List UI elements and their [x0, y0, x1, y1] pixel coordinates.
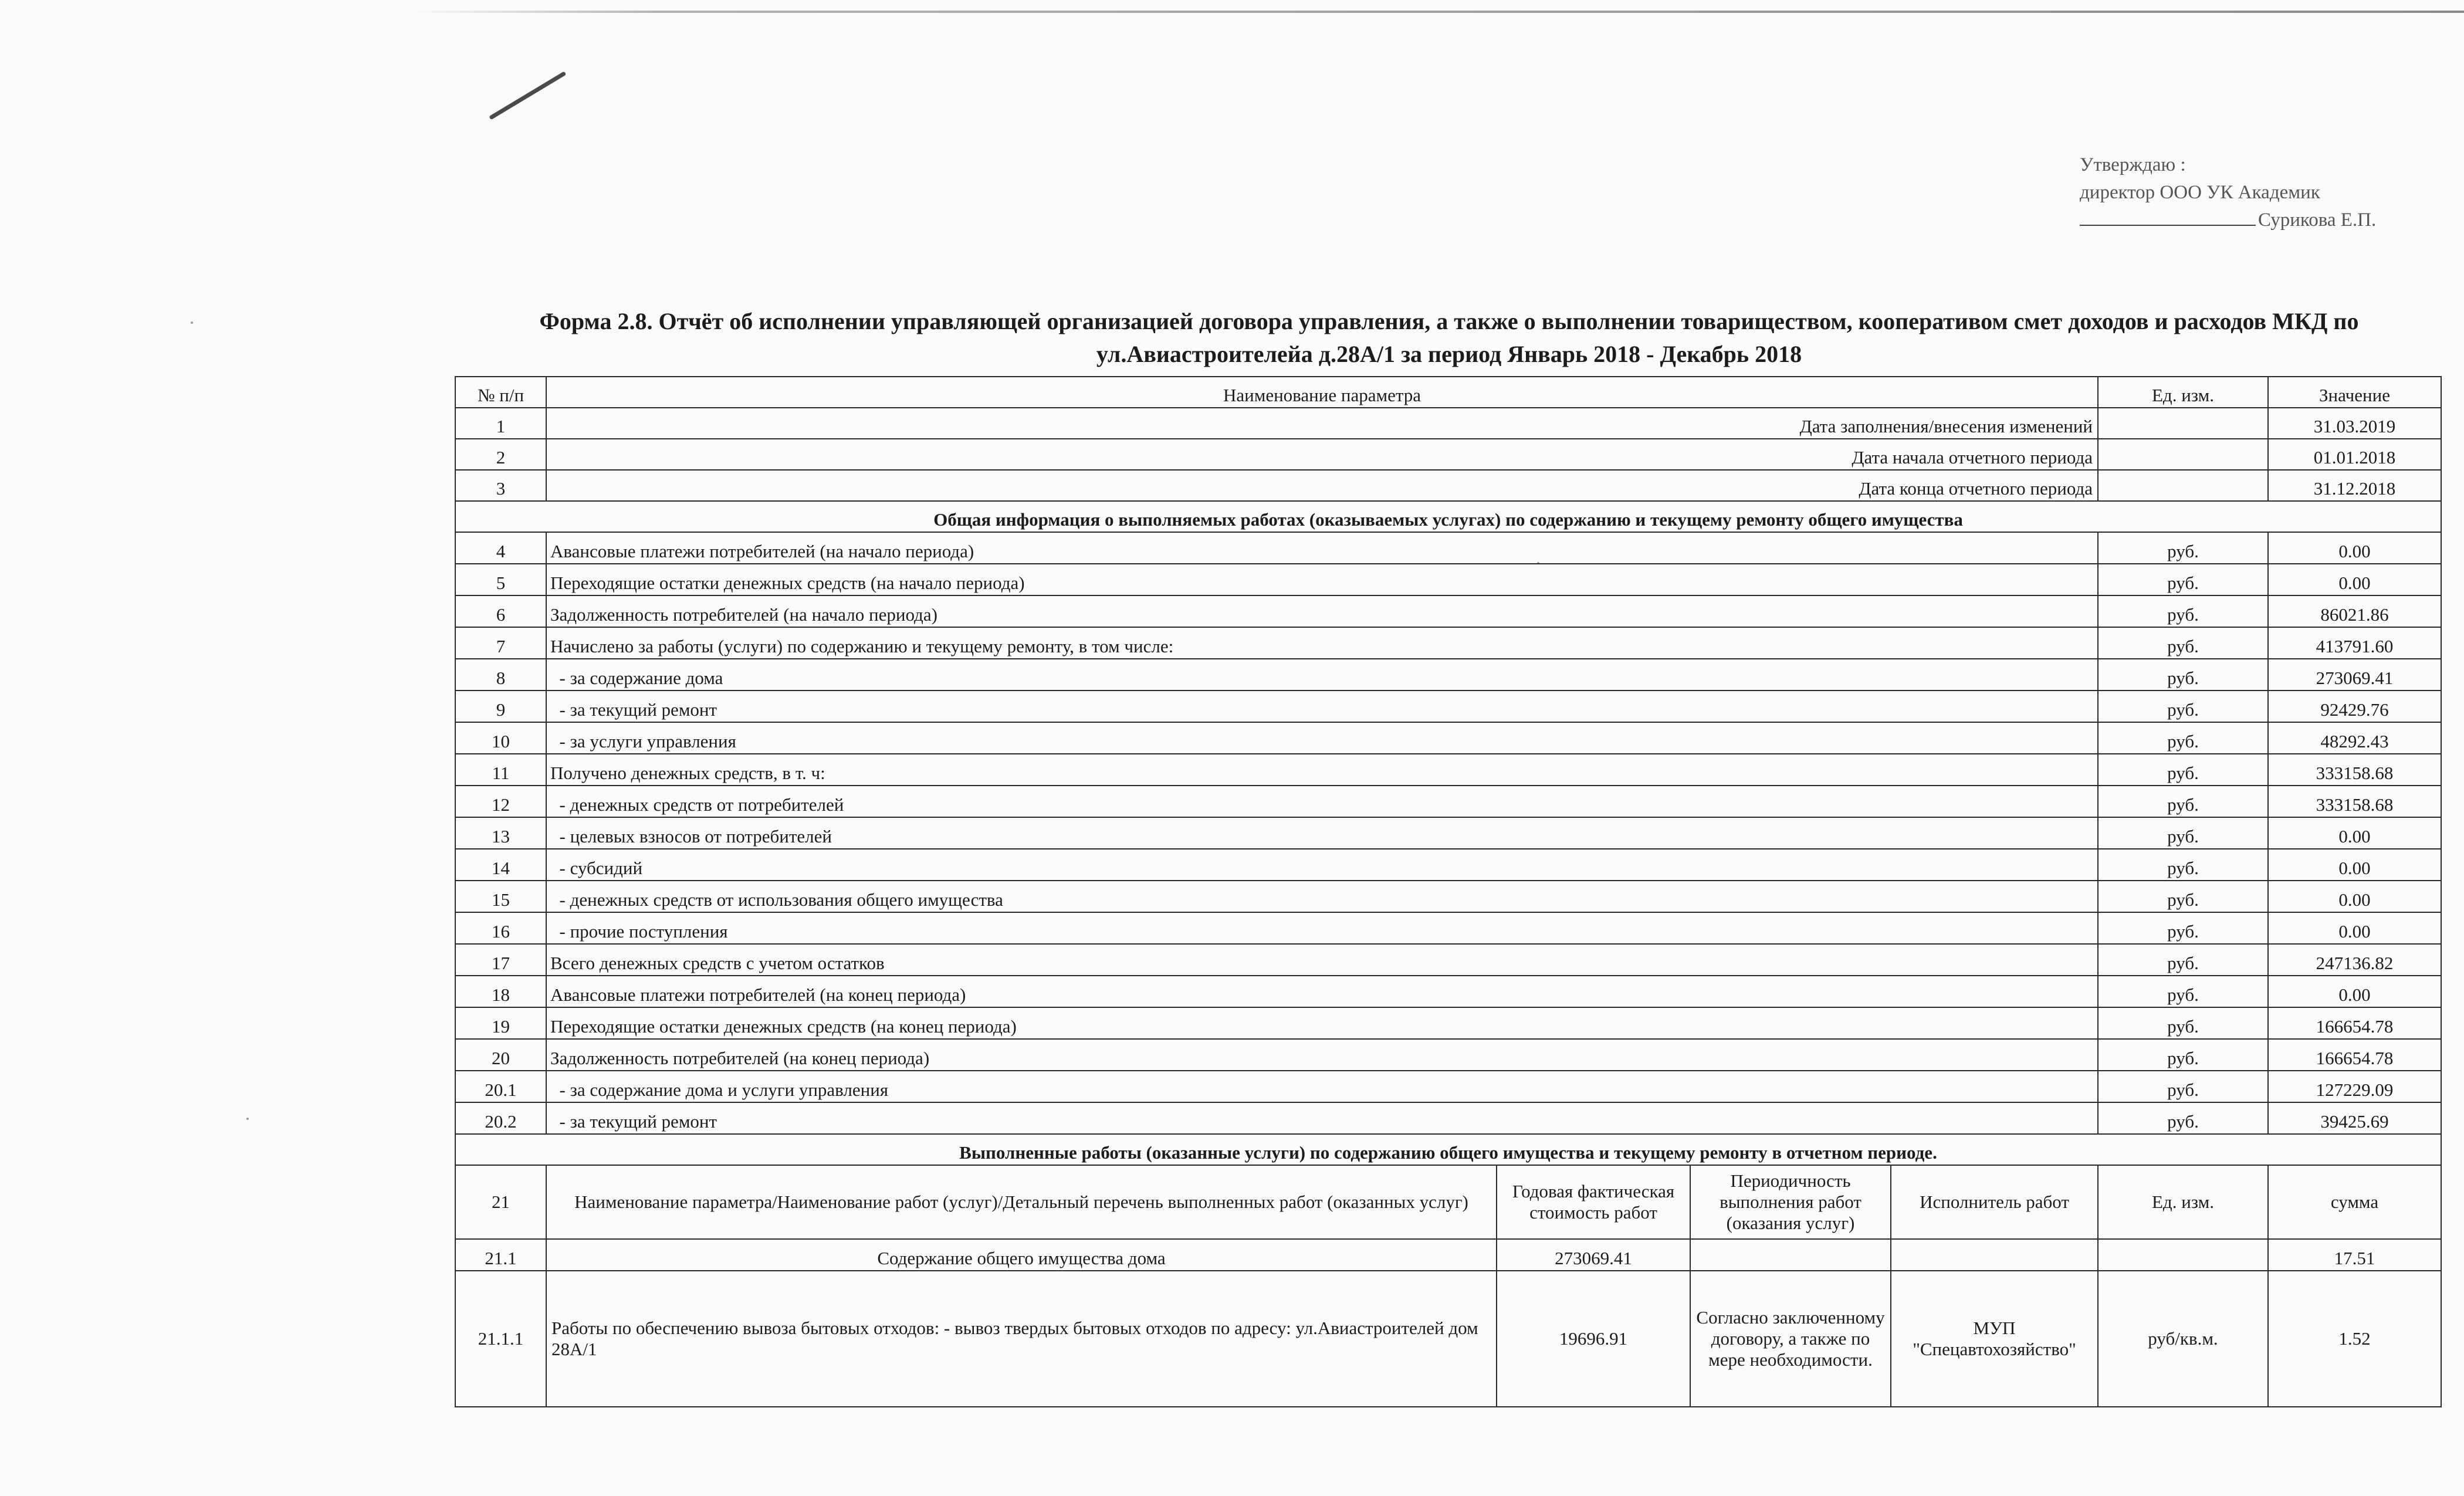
row-parameter-name: - целевых взносов от потребителей	[546, 817, 2098, 849]
works-row-unit: руб/кв.м.	[2098, 1271, 2268, 1407]
row-parameter-name: - за услуги управления	[546, 722, 2098, 754]
row-value: 333158.68	[2268, 754, 2441, 786]
date-row	[455, 408, 2441, 439]
table-row	[455, 691, 2441, 722]
row-parameter-name: Получено денежных средств, в т. ч:	[546, 754, 2098, 786]
table-row	[455, 912, 2441, 944]
pen-mark	[489, 71, 566, 120]
approval-block	[2080, 151, 2455, 234]
works-row-executor	[1891, 1239, 2098, 1271]
row-parameter-name: - субсидий	[546, 849, 2098, 881]
row-unit: руб.	[2098, 976, 2268, 1007]
row-number: 1	[455, 408, 546, 439]
works-row-unit	[2098, 1239, 2268, 1271]
row-unit: руб.	[2098, 881, 2268, 912]
row-number: 17	[455, 944, 546, 976]
table-row	[455, 659, 2441, 691]
date-row	[455, 439, 2441, 470]
header-unit: Ед. изм.	[2098, 377, 2268, 408]
row-number: 4	[455, 532, 546, 564]
approval-line-1: Утверждаю :	[2080, 154, 2186, 175]
works-row-period: Согласно заключенному договору, а также по мере необходимости.	[1690, 1271, 1891, 1407]
works-row-name: Работы по обеспечению вывоза бытовых отходов: - вывоз твердых бытовых отходов по адресу: ул.Авиастроителей дом 28А/1	[546, 1271, 1497, 1407]
form-title-line-1: Форма 2.8. Отчёт об исполнении управляющей организацией договора управления, а также о выполнении товариществом, кооперативом смет доходов и расходов МКД по	[539, 308, 2359, 334]
row-number: 19	[455, 1007, 546, 1039]
row-parameter-name: - за текущий ремонт	[546, 691, 2098, 722]
row-parameter-name: Начислено за работы (услуги) по содержанию и текущему ремонту, в том числе:	[546, 627, 2098, 659]
row-parameter-name: - за текущий ремонт	[546, 1102, 2098, 1134]
row-number: 11	[455, 754, 546, 786]
table-row	[455, 1071, 2441, 1102]
works-header-period: Периодичность выполнения работ (оказания услуг)	[1690, 1165, 1891, 1239]
row-value: 86021.86	[2268, 595, 2441, 627]
row-unit	[2098, 439, 2268, 470]
section-title-row	[455, 501, 2441, 532]
works-row-cost: 19696.91	[1497, 1271, 1690, 1407]
row-number: 6	[455, 595, 546, 627]
works-row-number: 21.1.1	[455, 1271, 546, 1407]
row-parameter-name: Всего денежных средств с учетом остатков	[546, 944, 2098, 976]
row-parameter-name: - прочие поступления	[546, 912, 2098, 944]
row-parameter-name: Дата начала отчетного периода	[546, 439, 2098, 470]
header-num: № п/п	[455, 377, 546, 408]
row-value: 39425.69	[2268, 1102, 2441, 1134]
row-unit: руб.	[2098, 849, 2268, 881]
row-number: 12	[455, 786, 546, 817]
works-row	[455, 1239, 2441, 1271]
works-row-name: Содержание общего имущества дома	[546, 1239, 1497, 1271]
row-number: 20	[455, 1039, 546, 1071]
row-unit: руб.	[2098, 912, 2268, 944]
row-value: 0.00	[2268, 976, 2441, 1007]
row-parameter-name: Авансовые платежи потребителей (на конец периода)	[546, 976, 2098, 1007]
table-row	[455, 1039, 2441, 1071]
works-header-row	[455, 1165, 2441, 1239]
works-row-number: 21.1	[455, 1239, 546, 1271]
row-number: 8	[455, 659, 546, 691]
row-unit	[2098, 408, 2268, 439]
row-unit: руб.	[2098, 786, 2268, 817]
row-parameter-name: Задолженность потребителей (на конец периода)	[546, 1039, 2098, 1071]
works-header-sum: сумма	[2268, 1165, 2441, 1239]
table-row	[455, 595, 2441, 627]
approval-line-3	[2080, 207, 2455, 234]
row-parameter-name: - денежных средств от потребителей	[546, 786, 2098, 817]
row-value: 48292.43	[2268, 722, 2441, 754]
works-row-sum: 17.51	[2268, 1239, 2441, 1271]
row-number: 20.1	[455, 1071, 546, 1102]
table-row	[455, 786, 2441, 817]
header-name: Наименование параметра	[546, 377, 2098, 408]
row-number: 15	[455, 881, 546, 912]
table-row	[455, 849, 2441, 881]
row-unit: руб.	[2098, 1102, 2268, 1134]
row-number: 5	[455, 564, 546, 595]
row-value: 127229.09	[2268, 1071, 2441, 1102]
row-number: 3	[455, 470, 546, 501]
row-value: 166654.78	[2268, 1007, 2441, 1039]
row-number: 13	[455, 817, 546, 849]
works-header-executor: Исполнитель работ	[1891, 1165, 2098, 1239]
table-row	[455, 722, 2441, 754]
works-row-sum: 1.52	[2268, 1271, 2441, 1407]
row-unit: руб.	[2098, 564, 2268, 595]
table-row	[455, 817, 2441, 849]
row-value: 0.00	[2268, 817, 2441, 849]
table-row	[455, 564, 2441, 595]
row-unit: руб.	[2098, 1007, 2268, 1039]
works-row	[455, 1271, 2441, 1407]
row-value: 166654.78	[2268, 1039, 2441, 1071]
works-header-name: Наименование параметра/Наименование работ (услуг)/Детальный перечень выполненных работ (оказанных услуг)	[546, 1165, 1497, 1239]
row-unit: руб.	[2098, 817, 2268, 849]
row-unit: руб.	[2098, 1071, 2268, 1102]
works-row-cost: 273069.41	[1497, 1239, 1690, 1271]
table-row	[455, 1007, 2441, 1039]
row-unit	[2098, 470, 2268, 501]
table-row	[455, 944, 2441, 976]
form-title-line-2: ул.Авиастроителейа д.28А/1 за период Январь 2018 - Декабрь 2018	[1096, 341, 1802, 367]
row-number: 7	[455, 627, 546, 659]
works-header-num: 21	[455, 1165, 546, 1239]
row-parameter-name: Авансовые платежи потребителей (на начало периода)	[546, 532, 2098, 564]
row-value: 273069.41	[2268, 659, 2441, 691]
header-value: Значение	[2268, 377, 2441, 408]
row-parameter-name: - за содержание дома и услуги управления	[546, 1071, 2098, 1102]
row-value: 31.03.2019	[2268, 408, 2441, 439]
row-unit: руб.	[2098, 691, 2268, 722]
approval-signer: Сурикова Е.П.	[2258, 209, 2377, 231]
works-row-period	[1690, 1239, 1891, 1271]
row-unit: руб.	[2098, 659, 2268, 691]
report-table	[455, 376, 2442, 1407]
row-parameter-name: Дата заполнения/внесения изменений	[546, 408, 2098, 439]
section-title-row	[455, 1134, 2441, 1165]
row-number: 9	[455, 691, 546, 722]
row-unit: руб.	[2098, 1039, 2268, 1071]
row-value: 92429.76	[2268, 691, 2441, 722]
row-unit: руб.	[2098, 532, 2268, 564]
row-value: 247136.82	[2268, 944, 2441, 976]
row-number: 10	[455, 722, 546, 754]
table-row	[455, 754, 2441, 786]
table-row	[455, 881, 2441, 912]
scan-edge-line	[411, 11, 2464, 13]
row-number: 14	[455, 849, 546, 881]
form-title	[463, 305, 2435, 371]
row-value: 0.00	[2268, 564, 2441, 595]
section-title-general-info: Общая информация о выполняемых работах (оказываемых услугах) по содержанию и текущему ремонту общего имущества	[455, 501, 2441, 532]
scan-speck	[246, 1118, 249, 1120]
table-header-row	[455, 377, 2441, 408]
works-header-cost: Годовая фактическая стоимость работ	[1497, 1165, 1690, 1239]
row-parameter-name: Переходящие остатки денежных средств (на конец периода)	[546, 1007, 2098, 1039]
row-value: 0.00	[2268, 912, 2441, 944]
row-value: 0.00	[2268, 881, 2441, 912]
section-title-works: Выполненные работы (оказанные услуги) по содержанию общего имущества и текущему ремонту в отчетном периоде.	[455, 1134, 2441, 1165]
row-unit: руб.	[2098, 722, 2268, 754]
row-value: 31.12.2018	[2268, 470, 2441, 501]
row-parameter-name: - денежных средств от использования общего имущества	[546, 881, 2098, 912]
row-value: 0.00	[2268, 532, 2441, 564]
signature-line	[2080, 225, 2256, 226]
row-unit: руб.	[2098, 754, 2268, 786]
row-unit: руб.	[2098, 595, 2268, 627]
row-parameter-name: - за содержание дома	[546, 659, 2098, 691]
row-value: 333158.68	[2268, 786, 2441, 817]
scan-speck	[191, 321, 193, 324]
approval-line-2: директор ООО УК Академик	[2080, 182, 2320, 203]
table-row	[455, 1102, 2441, 1134]
table-row	[455, 532, 2441, 564]
row-value: 0.00	[2268, 849, 2441, 881]
row-number: 20.2	[455, 1102, 546, 1134]
works-header-unit: Ед. изм.	[2098, 1165, 2268, 1239]
row-number: 16	[455, 912, 546, 944]
table-row	[455, 627, 2441, 659]
row-unit: руб.	[2098, 944, 2268, 976]
works-row-executor: МУП "Спецавтохозяйство"	[1891, 1271, 2098, 1407]
row-number: 18	[455, 976, 546, 1007]
table-row	[455, 976, 2441, 1007]
row-unit: руб.	[2098, 627, 2268, 659]
row-parameter-name: Переходящие остатки денежных средств (на начало периода)	[546, 564, 2098, 595]
row-value: 01.01.2018	[2268, 439, 2441, 470]
row-number: 2	[455, 439, 546, 470]
row-value: 413791.60	[2268, 627, 2441, 659]
date-row	[455, 470, 2441, 501]
row-parameter-name: Дата конца отчетного периода	[546, 470, 2098, 501]
row-parameter-name: Задолженность потребителей (на начало периода)	[546, 595, 2098, 627]
